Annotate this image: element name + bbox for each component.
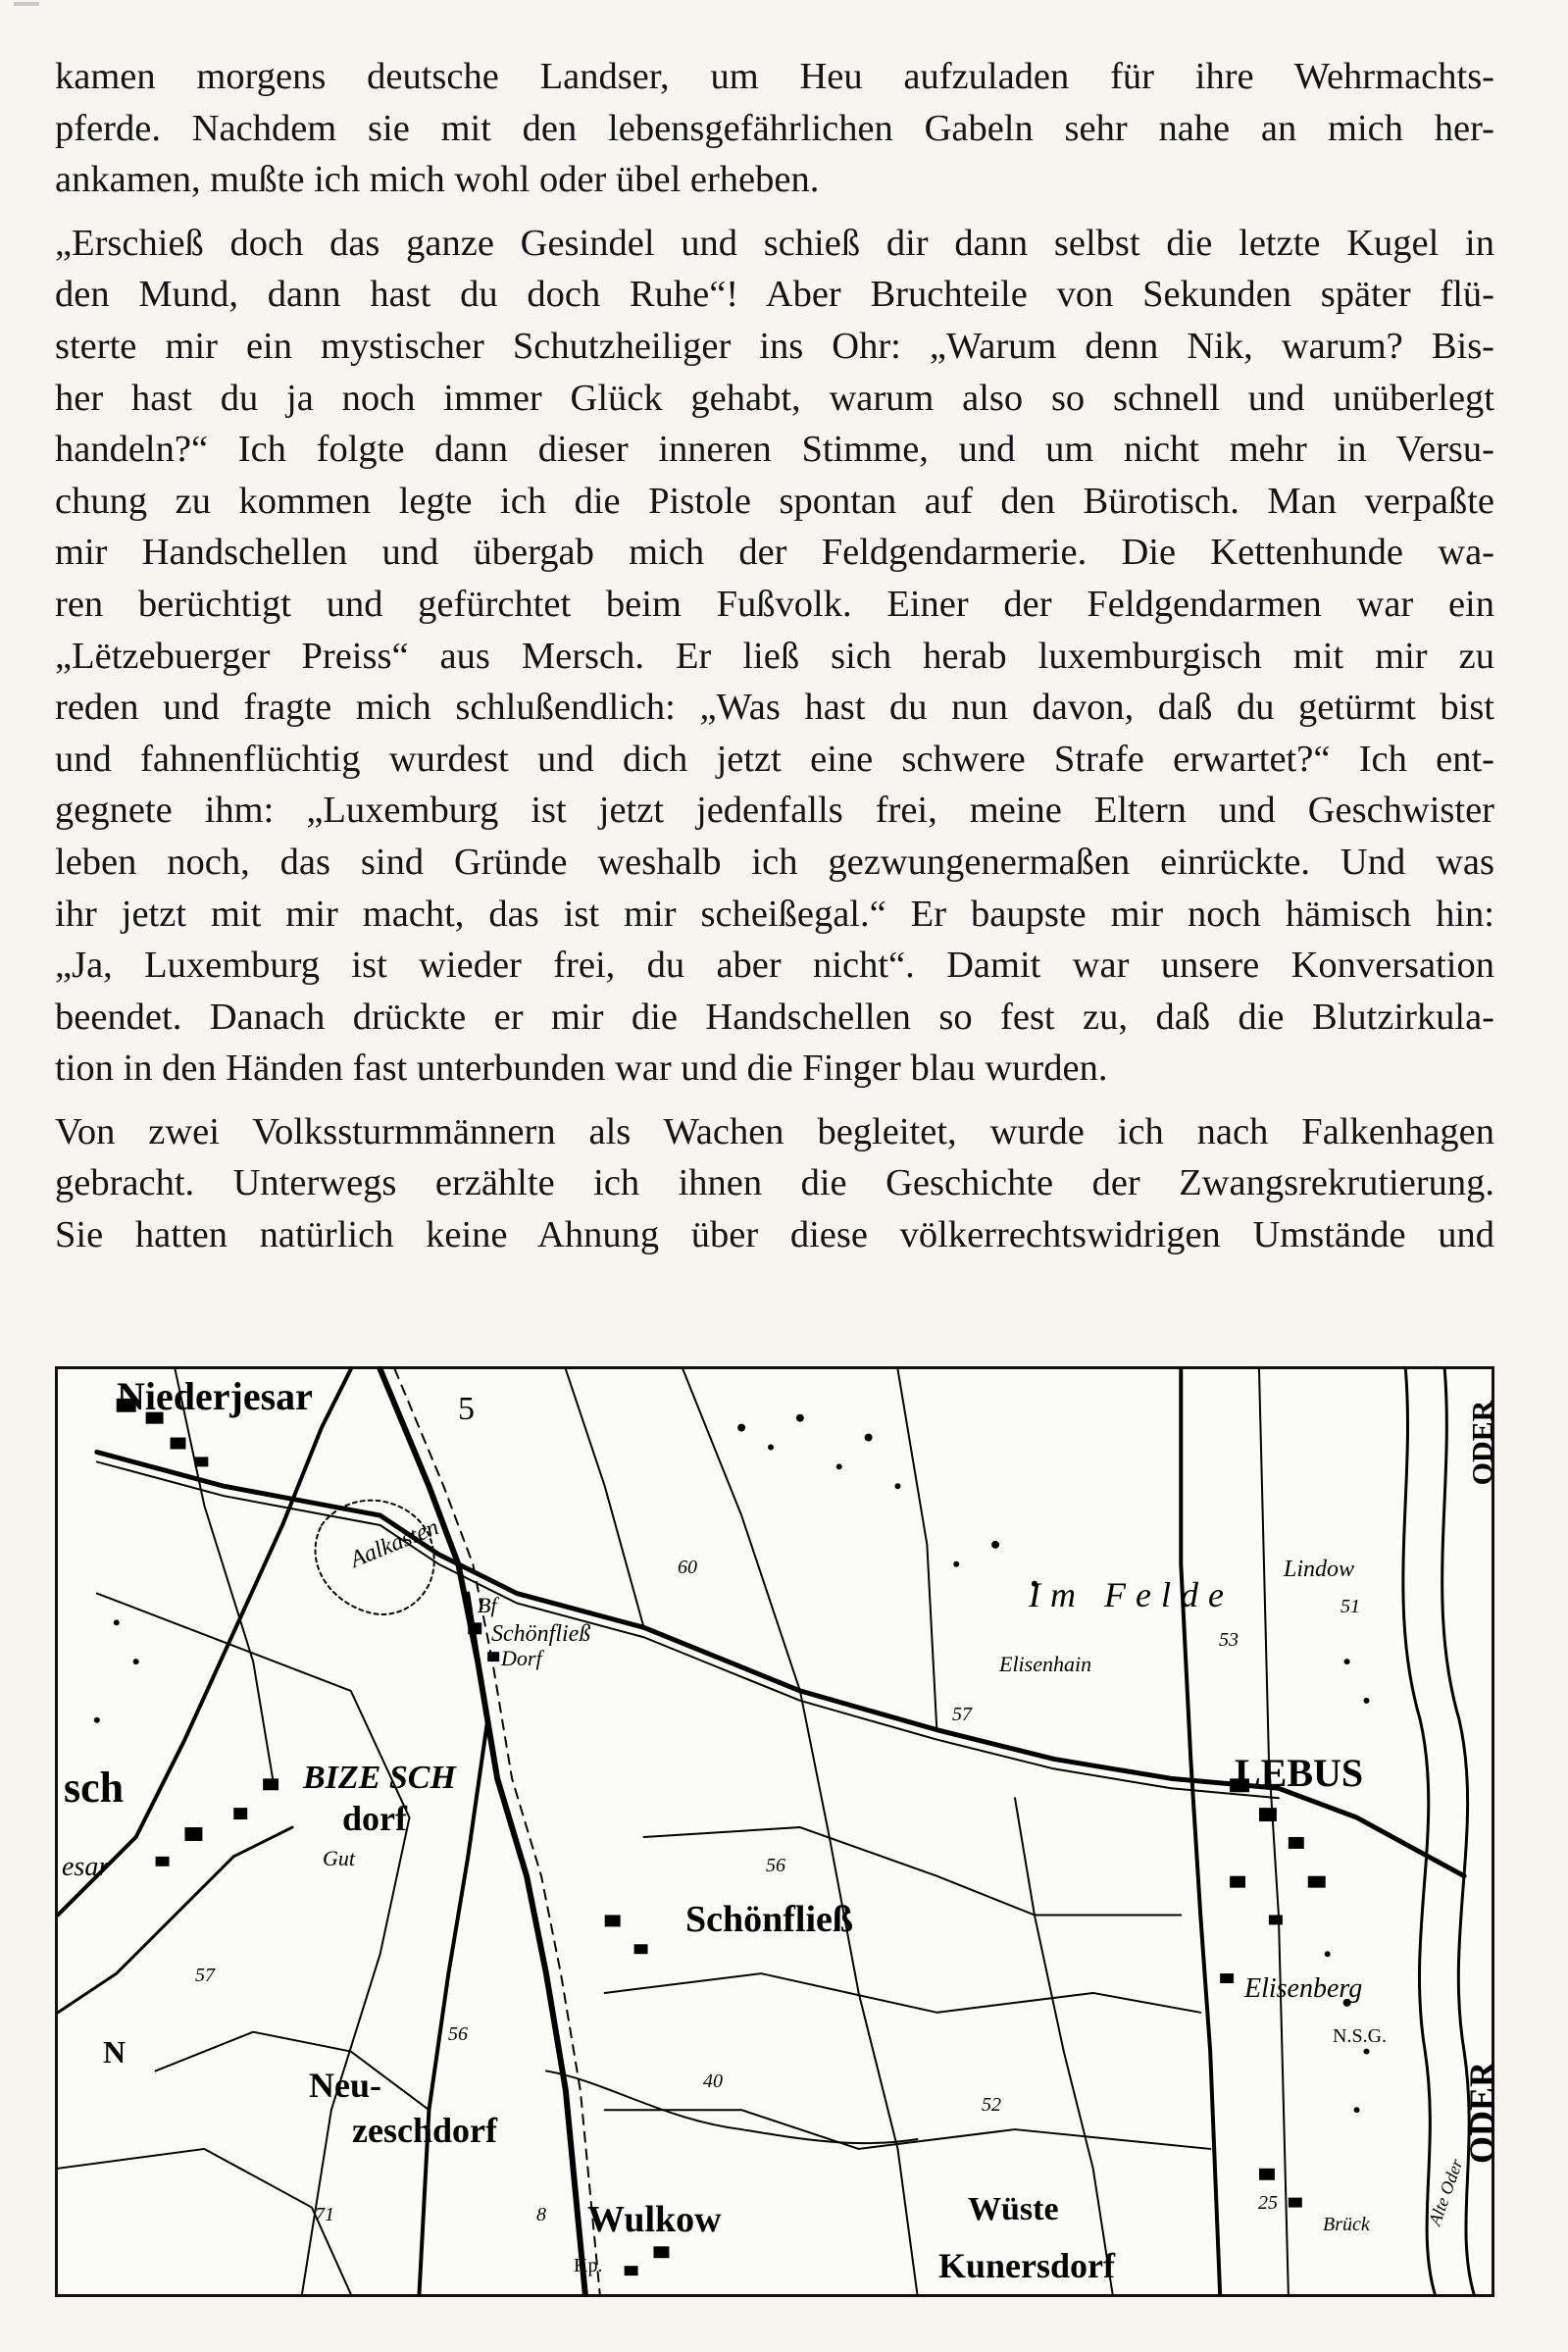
map-label-bf: Bf: [478, 1593, 497, 1617]
text-line: handeln?“ Ich folgte dann dieser inneren Stimme, und um nicht mehr in Versu-: [55, 429, 1494, 471]
map-label-brueck: Brück: [1323, 2214, 1370, 2235]
text-line: den Mund, dann hast du doch Ruhe“! Aber Bruchteile von Sekunden später flü-: [55, 274, 1494, 316]
map-label-wuste: Wüste: [968, 2191, 1059, 2227]
map-label-lebus: LEBUS: [1235, 1751, 1364, 1795]
map-label-oder-top: ODER: [1466, 1400, 1499, 1486]
map-elevation: 25: [1258, 2192, 1278, 2214]
map-label-schoenfliess-dorf-1: Schönfließ: [491, 1621, 591, 1647]
map-road: [1259, 1369, 1289, 2294]
map-label-lindow: Lindow: [1284, 1557, 1355, 1582]
map-label-kunersdorf: Kunersdorf: [938, 2246, 1115, 2285]
map-drawing: [58, 1369, 1492, 2294]
map-label-aalkasten: Aalkasten: [346, 1514, 443, 1573]
text-line: ankamen, mußte ich mich wohl oder übel erheben.: [55, 159, 820, 201]
map-railway: [380, 1369, 585, 2294]
map-label-niederjesar: Niederjesar: [117, 1374, 313, 1418]
map-boundary: [58, 2149, 351, 2294]
map-boundary: [897, 1369, 936, 1730]
map-label-north: N: [103, 2034, 126, 2070]
map-label-road-5: 5: [458, 1391, 475, 1427]
map-label-esar: esar: [62, 1852, 110, 1882]
text-line: her hast du ja noch immer Glück gehabt, warum also so schnell und unüberlegt: [55, 377, 1494, 419]
map-label-neu: Neu-: [309, 2066, 381, 2105]
map-elevation: 60: [678, 1557, 697, 1578]
map-label-gut: Gut: [323, 1846, 355, 1870]
map-elevation: 71: [315, 2204, 334, 2225]
map-boundary: [97, 1594, 410, 2294]
map-boundary: [566, 1369, 644, 1627]
text-line: gebracht. Unterwegs erzählte ich ihnen die Geschichte der Zwangsrekrutierung.: [55, 1162, 1494, 1204]
text-line: „Erschieß doch das ganze Gesindel und schieß dir dann selbst die letzte Kugel in: [55, 222, 1494, 264]
map-road: [1181, 1369, 1220, 2294]
map-river: [1403, 1369, 1435, 2294]
text-line: gegnete ihm: „Luxemburg ist jetzt jedenfalls frei, meine Eltern und Geschwister: [55, 790, 1494, 832]
map-label-oder-right: ODER: [1462, 2061, 1502, 2165]
map-label-sch: sch: [64, 1764, 125, 1812]
text-line: und fahnenflüchtig wurdest und dich jetzt eine schwere Strafe erwartet?“ Ich ent-: [55, 738, 1494, 780]
map-elevation: 56: [766, 1855, 785, 1876]
text-line: leben noch, das sind Gründe weshalb ich gezwungenermaßen einrückte. Und was: [55, 841, 1494, 883]
map-stream: [546, 2071, 917, 2143]
map-label-dorf: dorf: [342, 1799, 407, 1838]
map-label-bize-sch: BIZE SCH: [303, 1760, 456, 1796]
text-line: ren berüchtigt und gefürchtet beim Fußvolk. Einer der Feldgendarmen war ein: [55, 583, 1494, 625]
paragraph-3: [55, 1106, 1494, 1261]
text-line: tion in den Händen fast unterbunden war und die Finger blau wurden.: [55, 1048, 1108, 1090]
map-boundary: [605, 1973, 1201, 2013]
body-text: [55, 51, 1494, 1273]
text-line: chung zu kommen legte ich die Pistole spontan auf den Bürotisch. Man verpaßte: [55, 480, 1494, 522]
text-line: reden und fragte mich schlußendlich: „Was hast du nun davon, daß du getürmt bist: [55, 687, 1494, 729]
text-line: „Ja, Luxemburg ist wieder frei, du aber nicht“. Damit war unsere Konversation: [55, 945, 1494, 987]
map-label-alte-oder: Alte Oder: [1424, 2156, 1467, 2228]
text-line: „Lëtzebuerger Preiss“ aus Mersch. Er ließ sich herab luxemburgisch mit mir zu: [55, 635, 1494, 677]
map-figure: [55, 1366, 1502, 2297]
map-label-schoenfliess-dorf-2: Dorf: [501, 1646, 542, 1670]
map-elevation: 8: [536, 2204, 546, 2225]
map-label-im-felde: Im Felde: [1029, 1575, 1234, 1614]
map-elevation: 53: [1219, 1629, 1239, 1651]
paragraph-1: [55, 51, 1494, 206]
map-label-zeschdorf: zeschdorf: [352, 2111, 497, 2150]
map-elevation: 57: [195, 1965, 215, 1986]
text-line: sterte mir ein mystischer Schutzheiliger ins Ohr: „Warum denn Nik, warum? Bis-: [55, 325, 1494, 367]
text-line: pferde. Nachdem sie mit den lebensgefährlichen Gabeln sehr nahe an mich her-: [55, 107, 1494, 149]
map-road: [97, 1461, 1279, 1798]
map-elevation: 40: [703, 2071, 723, 2092]
text-line: kamen morgens deutsche Landser, um Heu aufzuladen für ihre Wehrmachts-: [55, 56, 1494, 97]
map-elevation: 57: [952, 1704, 972, 1725]
map-elevation: 51: [1340, 1596, 1360, 1617]
text-line: mir Handschellen und übergab mich der Feldgendarmerie. Die Kettenhunde wa-: [55, 532, 1494, 574]
map-label-nsg: N.S.G.: [1333, 2025, 1388, 2047]
text-line: beendet. Danach drückte er mir die Handschellen so fest zu, daß die Blutzirkula-: [55, 996, 1494, 1038]
map-label-elisenhain: Elisenhain: [999, 1652, 1092, 1676]
map-boundary: [156, 2032, 430, 2110]
text-line: Von zwei Volkssturmmännern als Wachen begleitet, wurde ich nach Falkenhagen: [55, 1110, 1494, 1152]
map-label-wulkow: Wulkow: [587, 2199, 722, 2240]
map-settlements: [117, 1399, 1326, 2275]
scan-mark: [14, 2, 39, 6]
map-road: [419, 1594, 487, 2294]
map-boundary: [605, 2110, 1210, 2149]
map-label-elisenberg: Elisenberg: [1244, 1973, 1363, 2004]
map-elevation: 52: [982, 2094, 1001, 2116]
map-boundary: [176, 1369, 274, 1778]
paragraph-2: [55, 218, 1494, 1095]
map-label-kp: Kp.: [574, 2255, 603, 2276]
text-line: Sie hatten natürlich keine Ahnung über diese völkerrechtswidrigen Umstände und: [55, 1214, 1494, 1256]
map-label-schoenfliess: Schönfließ: [685, 1899, 854, 1940]
text-line: ihr jetzt mit mir macht, das ist mir scheißegal.“ Er baupste mir noch hämisch hin:: [55, 893, 1494, 935]
map-elevation: 56: [448, 2023, 468, 2045]
